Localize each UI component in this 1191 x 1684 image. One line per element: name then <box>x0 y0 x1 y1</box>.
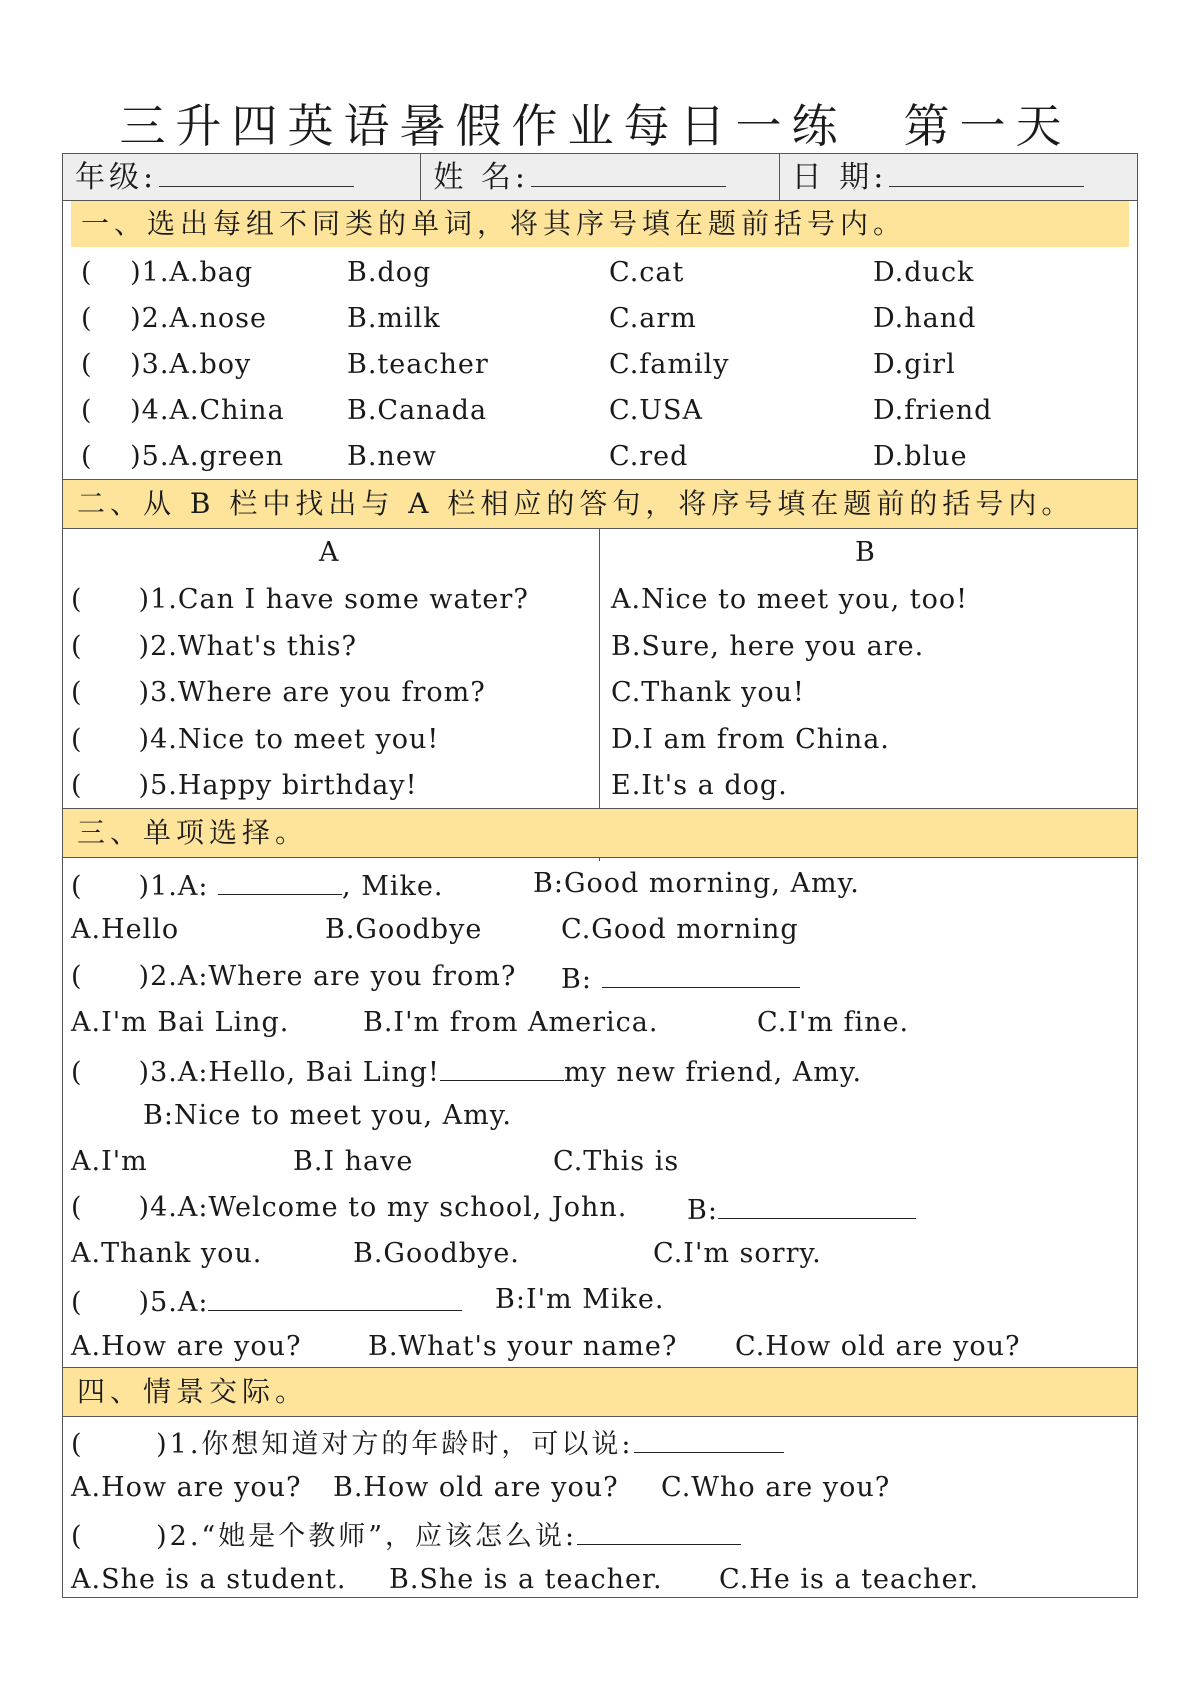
option-c: C.I'm sorry. <box>653 1238 822 1269</box>
grade-label: 年级: <box>75 160 158 195</box>
section1-heading: 一、选出每组不同类的单词，将其序号填在题前括号内。 <box>71 201 1129 247</box>
match-answer: A.Nice to meet you, too! <box>611 584 968 615</box>
option-b: B.How old are you? <box>333 1472 619 1503</box>
option-c: C.I'm fine. <box>757 1007 910 1038</box>
name-blank[interactable] <box>531 156 726 187</box>
match-question: ( )4.Nice to meet you! <box>71 724 440 755</box>
option-d: D.hand <box>873 303 977 334</box>
match-answer: D.I am from China. <box>611 724 890 755</box>
option-b: B.I'm from America. <box>363 1007 659 1038</box>
mc-reply-3: B:Nice to meet you, Amy. <box>143 1100 512 1131</box>
option-b: B.Goodbye <box>325 914 483 945</box>
mc-question-2: ( )2.A:Where are you from? <box>71 961 517 992</box>
question-number: ( )1.A.bag <box>81 257 254 288</box>
answer-blank[interactable] <box>208 1282 462 1311</box>
mc-question-5: ( )5.A: <box>71 1282 462 1321</box>
question-number: ( )4.A.China <box>81 395 285 426</box>
option-a: A.She is a student. <box>71 1564 347 1595</box>
answer-blank[interactable] <box>718 1190 916 1219</box>
option-c: C.How old are you? <box>735 1331 1021 1362</box>
option-c: C.Good morning <box>561 914 799 945</box>
name-cell <box>420 154 778 200</box>
answer-blank[interactable] <box>602 959 800 988</box>
answer-blank[interactable] <box>577 1516 741 1545</box>
date-blank[interactable] <box>889 156 1084 187</box>
page-title: 三升四英语暑假作业每日一练 第一天 <box>119 99 1072 153</box>
section3-heading: 三、单项选择。 <box>63 809 1137 857</box>
question-number: ( )5.A.green <box>81 441 285 472</box>
option-c: C.red <box>609 441 689 472</box>
option-c: C.arm <box>609 303 697 334</box>
worksheet <box>62 153 1138 1598</box>
option-d: D.friend <box>873 395 993 426</box>
option-c: C.This is <box>553 1146 680 1177</box>
question-number: ( )2.A.nose <box>81 303 267 334</box>
option-a: A.Thank you. <box>71 1238 263 1269</box>
mc-reply-5: B:I'm Mike. <box>495 1284 665 1315</box>
option-b: B.Canada <box>347 395 488 426</box>
date-label: 日 期: <box>791 160 888 195</box>
option-c: C.family <box>609 349 730 380</box>
column-b-header: B <box>855 537 876 568</box>
option-b: B.I have <box>293 1146 414 1177</box>
section2-heading: 二、从 B 栏中找出与 A 栏相应的答句，将序号填在题前的括号内。 <box>63 480 1137 528</box>
option-b: B.What's your name? <box>368 1331 678 1362</box>
answer-blank[interactable] <box>634 1424 784 1453</box>
option-b: B.dog <box>347 257 432 288</box>
divider <box>63 1416 1137 1417</box>
answer-blank[interactable] <box>218 866 342 895</box>
option-b: B.new <box>347 441 437 472</box>
mc-question-3: ( )3.A:Hello, Bai Ling! my new friend, Amy. <box>71 1052 862 1091</box>
mc-question-1: ( )1.A: , Mike. <box>71 866 443 905</box>
option-b: B.She is a teacher. <box>389 1564 663 1595</box>
option-d: D.girl <box>873 349 956 380</box>
option-a: A.I'm Bai Ling. <box>71 1007 290 1038</box>
option-b: B.milk <box>347 303 441 334</box>
grade-blank[interactable] <box>159 156 354 187</box>
match-question: ( )3.Where are you from? <box>71 677 486 708</box>
option-c: C.Who are you? <box>661 1472 891 1503</box>
divider <box>63 528 1137 529</box>
question-number: ( )3.A.boy <box>81 349 252 380</box>
match-answer: B.Sure, here you are. <box>611 631 925 662</box>
match-answer: C.Thank you! <box>611 677 805 708</box>
mc-question-4: ( )4.A:Welcome to my school, John. <box>71 1192 628 1223</box>
column-a-header: A <box>319 537 340 568</box>
mc-reply-4: B: <box>687 1190 916 1229</box>
situation-question-1: ( )1.你想知道对方的年龄时，可以说: <box>71 1424 784 1463</box>
option-c: C.He is a teacher. <box>719 1564 980 1595</box>
divider <box>63 857 1137 858</box>
option-b: B.Goodbye. <box>353 1238 520 1269</box>
answer-blank[interactable] <box>440 1052 564 1081</box>
mc-reply-1: B:Good morning, Amy. <box>533 868 860 899</box>
option-d: D.duck <box>873 257 975 288</box>
option-a: A.How are you? <box>71 1331 302 1362</box>
mc-reply-2: B: <box>561 959 800 998</box>
match-answer: E.It's a dog. <box>611 770 788 801</box>
section4-heading: 四、情景交际。 <box>63 1368 1137 1416</box>
option-c: C.USA <box>609 395 704 426</box>
match-question: ( )1.Can I have some water? <box>71 584 529 615</box>
situation-question-2: ( )2.“她是个教师”，应该怎么说: <box>71 1516 741 1555</box>
match-question: ( )2.What's this? <box>71 631 357 662</box>
option-a: A.Hello <box>71 914 180 945</box>
grade-cell <box>63 154 420 200</box>
date-cell <box>779 154 1137 200</box>
option-d: D.blue <box>873 441 968 472</box>
match-question: ( )5.Happy birthday! <box>71 770 418 801</box>
student-info-bar <box>63 154 1137 201</box>
option-c: C.cat <box>609 257 685 288</box>
option-b: B.teacher <box>347 349 489 380</box>
option-a: A.How are you? <box>71 1472 302 1503</box>
name-label: 姓 名: <box>433 160 529 195</box>
option-a: A.I'm <box>71 1146 148 1177</box>
